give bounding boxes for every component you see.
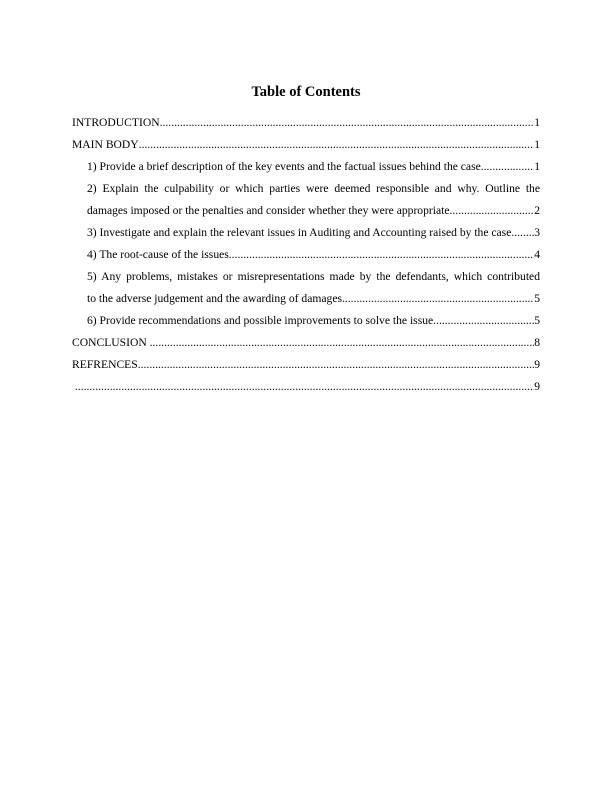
toc-title: Table of Contents xyxy=(251,84,361,100)
dot-leader xyxy=(138,354,534,376)
dot-leader xyxy=(433,310,534,332)
toc-page-number: 1 xyxy=(534,116,540,129)
dot-leader xyxy=(160,112,535,134)
toc-page-number: 3 xyxy=(534,226,540,239)
toc-entry-label: 4) The root-cause of the issues xyxy=(87,248,229,261)
toc-entry-label-line-2: damages imposed or the penalties and consider whether they were appropriate xyxy=(87,204,450,217)
toc-entry-label: 3) Investigate and explain the relevant issues in Auditing and Accounting raised by the case xyxy=(87,226,512,239)
toc-page-number: 8 xyxy=(534,336,540,349)
toc-page-number: 1 xyxy=(534,138,540,151)
toc-entry-main-body[interactable] xyxy=(72,134,540,156)
toc-page-number: 2 xyxy=(534,204,540,217)
toc-entry-references[interactable] xyxy=(72,354,540,376)
toc-page-number: 4 xyxy=(534,248,540,261)
toc-entry-section-5[interactable] xyxy=(72,266,540,310)
toc-entry-conclusion[interactable] xyxy=(72,332,540,354)
toc-entry-label: CONCLUSION xyxy=(72,336,150,349)
toc-page-number: 1 xyxy=(534,160,540,173)
toc-entry-section-2[interactable] xyxy=(72,178,540,222)
dot-leader xyxy=(481,156,534,178)
toc-entry-introduction[interactable] xyxy=(72,112,540,134)
toc-entry-section-3[interactable] xyxy=(72,222,540,244)
toc-entry-label-line-1: 2) Explain the culpability or which parties were deemed responsible and why. Outline the xyxy=(87,182,540,195)
toc-entry-section-1[interactable] xyxy=(72,156,540,178)
toc-entry-label: REFRENCES xyxy=(72,358,138,371)
toc-page-number: 5 xyxy=(534,292,540,305)
toc-entry-label-line-2: to the adverse judgement and the awarding of damages xyxy=(87,292,342,305)
toc-entry-section-4[interactable] xyxy=(72,244,540,266)
toc-entry-label: MAIN BODY xyxy=(72,138,139,151)
dot-leader xyxy=(342,288,534,310)
toc-page-number: 9 xyxy=(534,358,540,371)
dot-leader xyxy=(511,222,534,244)
toc-page-number: 5 xyxy=(534,314,540,327)
toc-page-number: 9 xyxy=(534,380,540,393)
toc-entry-label: 1) Provide a brief description of the key events and the factual issues behind the case xyxy=(87,160,481,173)
toc-entry-unlabeled[interactable] xyxy=(72,376,540,398)
toc-entry-label-line-1: 5) Any problems, mistakes or misrepresentations made by the defendants, which contributed xyxy=(87,270,540,283)
table-of-contents xyxy=(72,112,540,398)
toc-entry-label: INTRODUCTION xyxy=(72,116,160,129)
dot-leader xyxy=(229,244,534,266)
toc-entry-section-6[interactable] xyxy=(72,310,540,332)
dot-leader xyxy=(139,134,535,156)
dot-leader xyxy=(75,376,534,398)
toc-entry-label: 6) Provide recommendations and possible improvements to solve the issue xyxy=(87,314,434,327)
dot-leader xyxy=(150,332,535,354)
dot-leader xyxy=(450,200,535,222)
